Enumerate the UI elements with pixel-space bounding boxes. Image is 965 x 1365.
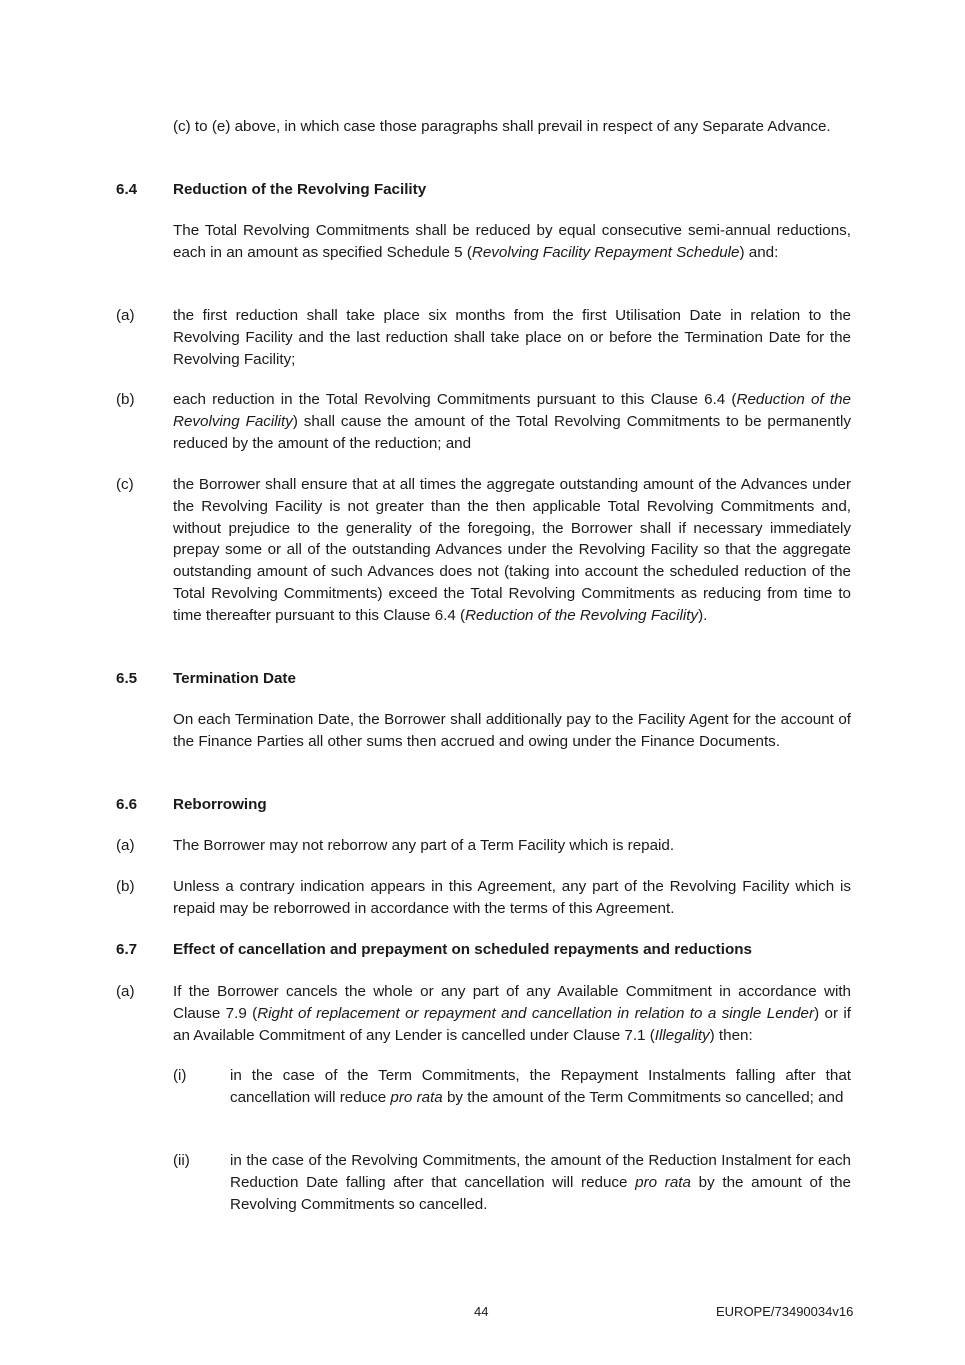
subitem-i-label: (i) [173, 1067, 187, 1084]
item-6-4-a-text: the first reduction shall take place six months from the first Utilisation Date in relation to the Revolving Facility and the last reduction shall take place on or before the Termination Date for the Revolving Facility; [173, 307, 851, 368]
item-6-6-b-text: Unless a contrary indication appears in this Agreement, any part of the Revolving Facility which is repaid may be reborrowed in accordance with the terms of this Agreement. [173, 878, 851, 917]
item-6-7-a-label: (a) [116, 983, 135, 1000]
item-6-6-a-label: (a) [116, 837, 135, 854]
subitem-ii-label: (ii) [173, 1152, 190, 1169]
subitem-i-text: in the case of the Term Commitments, the Repayment Instalments falling after that cancellation will reduce pro rata by the amount of the Term Commitments so cancelled; and [230, 1067, 851, 1106]
section-6-4-title: Reduction of the Revolving Facility [173, 181, 427, 198]
section-6-5-title: Termination Date [173, 670, 296, 687]
section-6-4-body: The Total Revolving Commitments shall be reduced by equal consecutive semi-annual reductions, each in an amount as specified Schedule 5 (Revolving Facility Repayment Schedule) and: [173, 222, 851, 261]
subitem-ii-text: in the case of the Revolving Commitments, the amount of the Reduction Instalment for each Reduction Date falling after that cancellation will reduce pro rata by the amount of the Revolving Commitments so cancelled. [230, 1152, 851, 1213]
document-reference: EUROPE/73490034v16 [716, 1304, 854, 1319]
item-6-4-b-label: (b) [116, 391, 135, 408]
item-6-7-a-text: If the Borrower cancels the whole or any part of any Available Commitment in accordance with Clause 7.9 (Right of replacement or repayment and cancellation in relation to a single Lender) or if an Available Commitment of any Lender is cancelled under Clause 7.1 (Illegality) then: [173, 983, 851, 1044]
section-6-7-number: 6.7 [116, 941, 138, 958]
item-6-4-c-label: (c) [116, 476, 134, 493]
section-6-5-body: On each Termination Date, the Borrower shall additionally pay to the Facility Agent for the account of the Finance Parties all other sums then accrued and owing under the Finance Documents. [173, 711, 851, 750]
item-6-4-a-label: (a) [116, 307, 135, 324]
item-6-6-b-label: (b) [116, 878, 135, 895]
section-6-6-title: Reborrowing [173, 796, 267, 813]
item-6-4-c-text: the Borrower shall ensure that at all times the aggregate outstanding amount of the Advances under the Revolving Facility is not greater than the then applicable Total Revolving Commitments and, without prejudice to the generality of the foregoing, the Borrower shall if necessary immediately prepay some or all of the outstanding Advances under the Revolving Facility so that the aggregate outstanding amount of such Advances does not (taking into account the scheduled reduction of the Total Revolving Commitments) exceed the Total Revolving Commitments as reducing from time to time thereafter pursuant to this Clause 6.4 (Reduction of the Revolving Facility). [173, 476, 851, 624]
section-6-4-number: 6.4 [116, 181, 138, 198]
section-6-5-number: 6.5 [116, 670, 138, 687]
item-6-4-b-text: each reduction in the Total Revolving Commitments pursuant to this Clause 6.4 (Reduction of the Revolving Facility) shall cause the amount of the Total Revolving Commitments to be permanently reduced by the amount of the reduction; and [173, 391, 852, 452]
intro-paragraph: (c) to (e) above, in which case those paragraphs shall prevail in respect of any Separate Advance. [173, 118, 831, 135]
section-6-6-number: 6.6 [116, 796, 138, 813]
section-6-7-title: Effect of cancellation and prepayment on scheduled repayments and reductions [173, 941, 752, 958]
page-number: 44 [474, 1304, 489, 1319]
item-6-6-a-text: The Borrower may not reborrow any part of a Term Facility which is repaid. [173, 837, 675, 854]
